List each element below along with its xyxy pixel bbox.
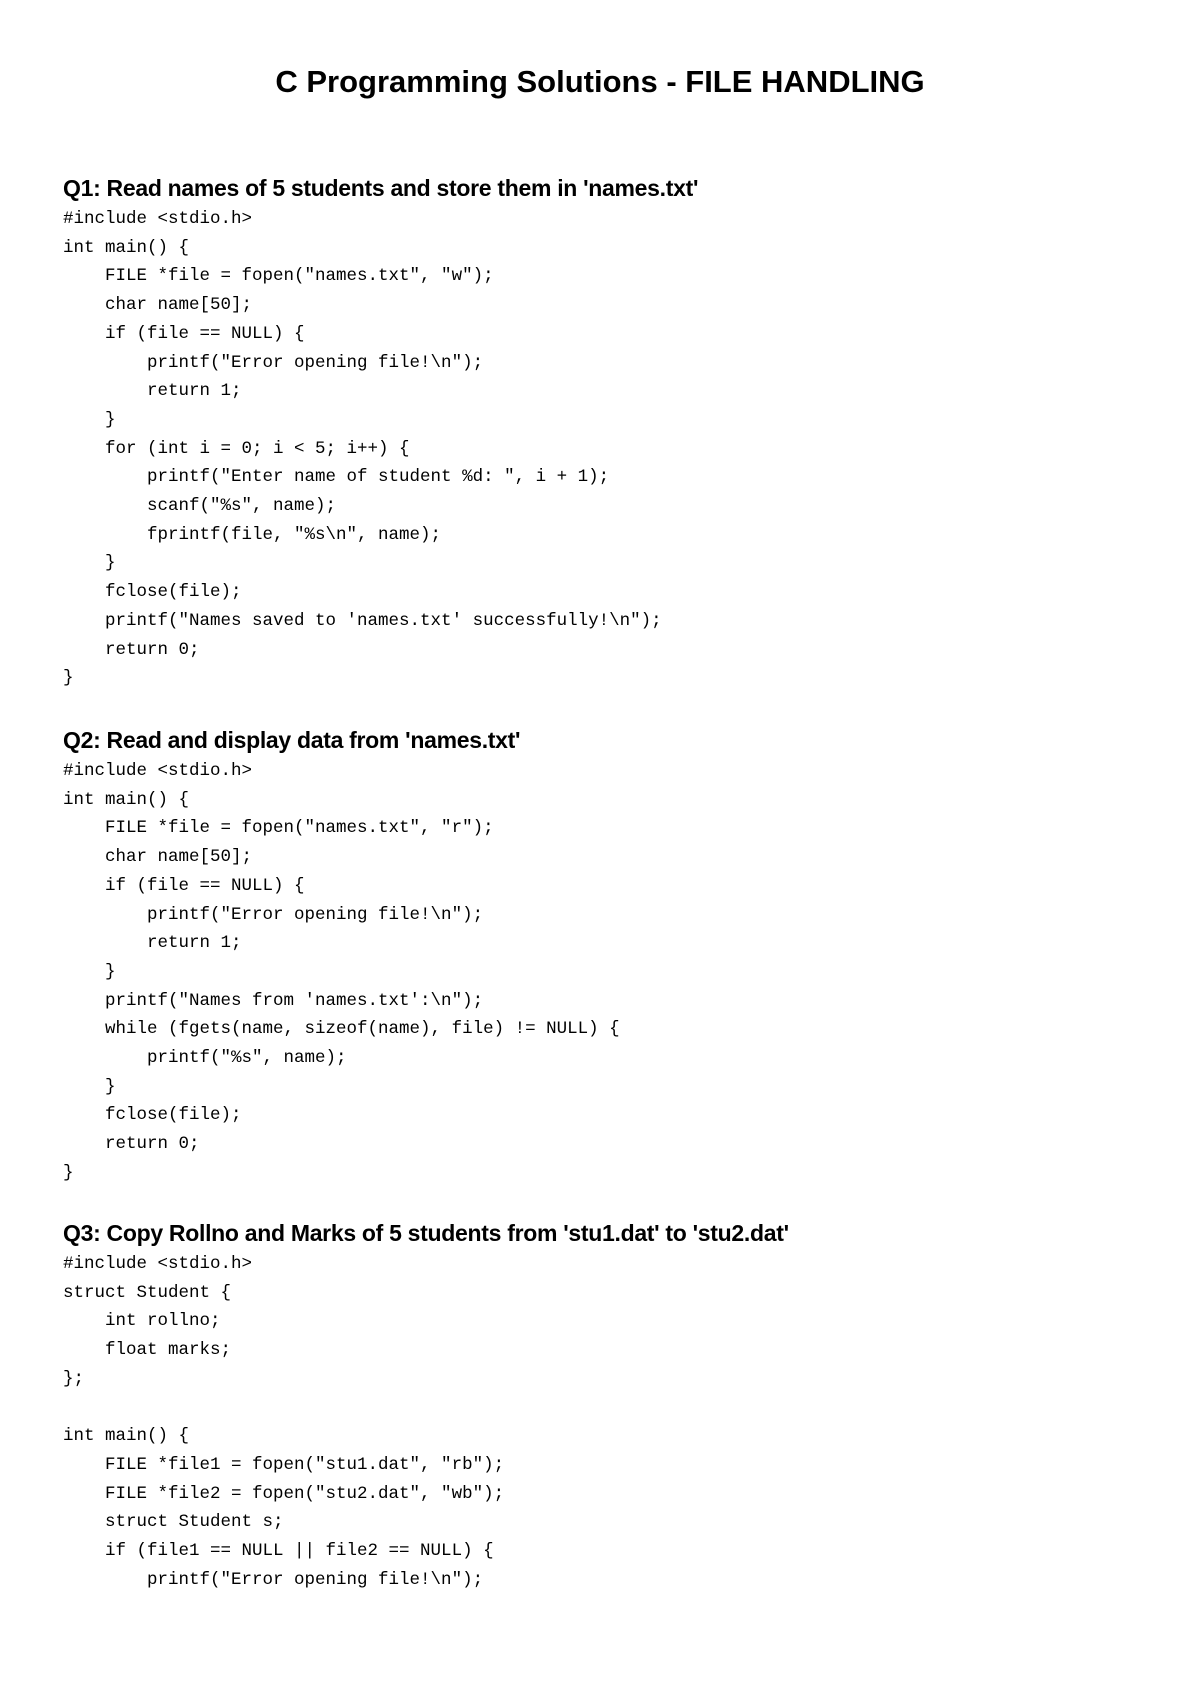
code-line: if (file == NULL) { [63,875,305,896]
code-line: printf("Error opening file!\n"); [63,904,484,925]
code-line: int main() { [63,1426,190,1447]
question-section-2 [63,725,1163,1188]
question-heading: Q2: Read and display data from 'names.txt' [63,727,521,753]
code-block [63,1250,1163,1594]
code-line: #include <stdio.h> [63,761,253,781]
question-heading: Q3: Copy Rollno and Marks of 5 students from 'stu1.dat' to 'stu2.dat' [63,1220,789,1246]
code-line: struct Student { [63,1282,232,1303]
code-line: }; [63,1368,85,1389]
code-line: return 1; [63,933,242,954]
code-line: } [63,961,116,982]
code-line: printf("Error opening file!\n"); [63,1569,484,1590]
document-title: C Programming Solutions - FILE HANDLING [275,64,925,99]
code-line: char name[50]; [63,847,253,868]
code-line: scanf("%s", name); [63,496,337,517]
question-heading: Q1: Read names of 5 students and store them in 'names.txt' [63,175,699,201]
code-line: printf("Enter name of student %d: ", i + 1); [63,467,610,488]
code-line: char name[50]; [63,295,253,316]
code-line: printf("Error opening file!\n"); [63,352,484,373]
code-line: while (fgets(name, sizeof(name), file) != NULL) { [63,1019,620,1040]
code-line: return 1; [63,381,242,402]
code-block [63,757,1163,1188]
code-line: } [63,553,116,574]
code-line: } [63,668,74,689]
code-line: printf("Names saved to 'names.txt' successfully!\n"); [63,610,662,631]
code-line [63,1394,1163,1423]
code-line: FILE *file = fopen("names.txt", "r"); [63,818,494,839]
code-line: } [63,409,116,430]
question-section-1 [63,173,1163,693]
code-line: int main() { [63,789,190,810]
code-line: if (file1 == NULL || file2 == NULL) { [63,1541,494,1562]
code-line: #include <stdio.h> [63,209,253,229]
code-line: fclose(file); [63,582,242,603]
code-line: struct Student s; [63,1512,284,1533]
code-line: } [63,1076,116,1097]
code-line: float marks; [63,1340,232,1361]
code-line: fprintf(file, "%s\n", name); [63,524,442,545]
code-block [63,205,1163,693]
code-line: int rollno; [63,1311,221,1332]
code-line: FILE *file = fopen("names.txt", "w"); [63,266,494,287]
code-line: return 0; [63,639,200,660]
code-line: int main() { [63,237,190,258]
code-line: #include <stdio.h> [63,1254,253,1274]
code-line: return 0; [63,1134,200,1155]
code-line: if (file == NULL) { [63,323,305,344]
code-line: FILE *file1 = fopen("stu1.dat", "rb"); [63,1454,505,1475]
code-line: printf("Names from 'names.txt':\n"); [63,990,484,1011]
question-section-3 [63,1218,1163,1594]
code-line: FILE *file2 = fopen("stu2.dat", "wb"); [63,1483,505,1504]
code-line: for (int i = 0; i < 5; i++) { [63,438,410,459]
code-line: printf("%s", name); [63,1048,347,1069]
code-line: fclose(file); [63,1105,242,1126]
code-line: } [63,1162,74,1183]
